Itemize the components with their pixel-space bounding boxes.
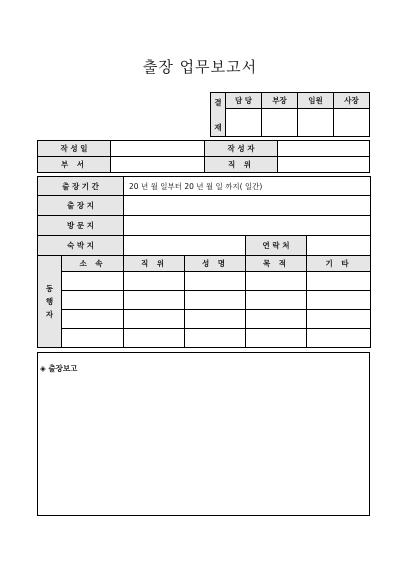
companion-cell[interactable] xyxy=(124,329,185,348)
companions-side-char-1: 동 xyxy=(45,284,54,293)
approval-side-label-bottom: 재 xyxy=(214,122,222,132)
approval-sign-executive[interactable] xyxy=(298,109,334,137)
position-field[interactable] xyxy=(278,157,370,173)
companion-header-purpose: 목 적 xyxy=(246,256,307,272)
companion-cell[interactable] xyxy=(62,291,124,310)
companion-row xyxy=(38,329,371,348)
trip-period-field[interactable]: 20 년 월 일부터 20 년 월 일 까지( 일간) xyxy=(124,177,371,196)
report-label: ◈ 출장보고 xyxy=(40,364,78,373)
department-field[interactable] xyxy=(111,157,205,173)
approval-side-label-top: 결 xyxy=(214,97,222,107)
companion-cell[interactable] xyxy=(124,272,185,291)
companion-cell[interactable] xyxy=(307,291,371,310)
companion-cell[interactable] xyxy=(185,329,246,348)
companions-side-char-2: 행 xyxy=(45,297,54,306)
companion-cell[interactable] xyxy=(124,310,185,329)
report-table xyxy=(37,352,370,516)
companion-header-name: 성 명 xyxy=(185,256,246,272)
companion-cell[interactable] xyxy=(246,272,307,291)
companion-cell[interactable] xyxy=(246,291,307,310)
report-body[interactable] xyxy=(38,353,370,516)
companion-cell[interactable] xyxy=(307,329,371,348)
companion-cell[interactable] xyxy=(185,291,246,310)
approval-side-label xyxy=(211,93,226,137)
trip-period-label: 출 장 기 간 xyxy=(38,177,124,196)
approval-table xyxy=(210,92,370,137)
contact-field[interactable] xyxy=(307,236,371,256)
companion-cell[interactable] xyxy=(62,272,124,291)
companion-cell[interactable] xyxy=(124,291,185,310)
companion-cell[interactable] xyxy=(246,329,307,348)
trip-place-label: 출 장 지 xyxy=(38,196,124,216)
companion-header-affiliation: 소 속 xyxy=(62,256,124,272)
written-date-field[interactable] xyxy=(111,141,205,157)
approval-header-ceo: 사장 xyxy=(334,93,370,109)
approval-sign-manager[interactable] xyxy=(226,109,262,137)
companion-cell[interactable] xyxy=(185,272,246,291)
approval-sign-ceo[interactable] xyxy=(334,109,370,137)
writer-field[interactable] xyxy=(278,141,370,157)
companions-side-char-3: 자 xyxy=(45,310,54,319)
companion-row xyxy=(38,310,371,329)
page-title: 출장 업무보고서 xyxy=(142,58,258,76)
companion-cell[interactable] xyxy=(246,310,307,329)
companion-header-etc: 기 타 xyxy=(307,256,371,272)
approval-header-director: 부장 xyxy=(262,93,298,109)
approval-header-executive: 임원 xyxy=(298,93,334,109)
companion-cell[interactable] xyxy=(62,329,124,348)
lodging-field[interactable] xyxy=(124,236,246,256)
contact-label: 연 락 처 xyxy=(246,236,307,256)
companion-row xyxy=(38,272,371,291)
trip-place-field[interactable] xyxy=(124,196,371,216)
approval-header-manager: 담 당 xyxy=(226,93,262,109)
writer-info-table xyxy=(37,140,370,173)
approval-sign-director[interactable] xyxy=(262,109,298,137)
position-label: 직 위 xyxy=(205,157,278,173)
companion-cell[interactable] xyxy=(185,310,246,329)
companion-cell[interactable] xyxy=(62,310,124,329)
visit-place-label: 방 문 지 xyxy=(38,216,124,236)
lodging-label: 숙 박 지 xyxy=(38,236,124,256)
companion-cell[interactable] xyxy=(307,310,371,329)
companion-cell[interactable] xyxy=(307,272,371,291)
companion-header-position: 직 위 xyxy=(124,256,185,272)
visit-place-field[interactable] xyxy=(124,216,371,236)
written-date-label: 작 성 일 xyxy=(38,141,111,157)
trip-table xyxy=(37,176,371,348)
writer-label: 작 성 자 xyxy=(205,141,278,157)
department-label: 부 서 xyxy=(38,157,111,173)
companions-side-label xyxy=(38,256,62,348)
companion-row xyxy=(38,291,371,310)
